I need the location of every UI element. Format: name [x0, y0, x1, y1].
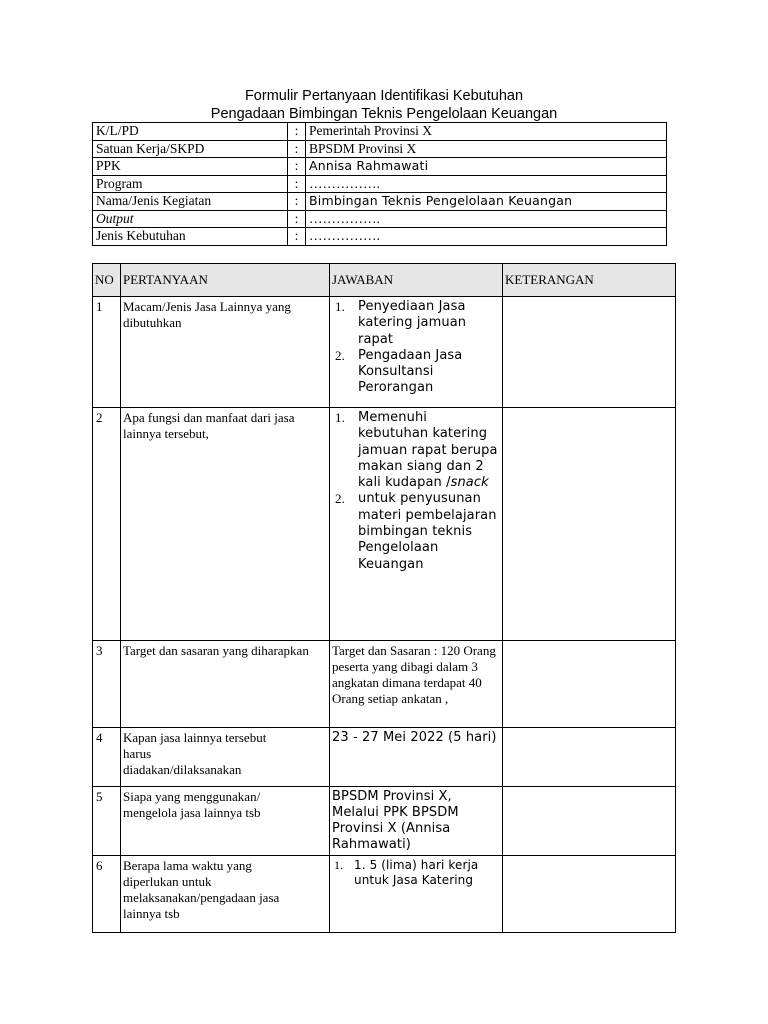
row-question: Macam/Jenis Jasa Lainnya yang dibutuhkan — [121, 297, 330, 408]
answer-list — [332, 410, 500, 573]
answer-text: Pengadaan Jasa Konsultansi Perorangan — [358, 347, 463, 396]
answer-item — [332, 348, 500, 397]
form-subtitle: Pengadaan Bimbingan Teknis Pengelolaan Keuangan — [210, 106, 558, 122]
question-line: harus — [123, 746, 152, 761]
answer-list — [332, 858, 500, 888]
answer-text: Penyediaan Jasa katering jamuan rapat — [358, 299, 467, 347]
question-line: Kapan jasa lainnya tersebut — [123, 730, 267, 745]
row-number: 1 — [93, 297, 121, 408]
info-label: Satuan Kerja/SKPD — [93, 140, 288, 158]
info-value: Pemerintah Provinsi X — [306, 123, 667, 141]
info-colon: : — [288, 193, 306, 211]
row-answer: Target dan Sasaran : 120 Orang peserta yang dibagi dalam 3 angkatan dimana terdapat 40 Orang setiap ankatan , — [330, 641, 503, 728]
info-colon: : — [288, 175, 306, 193]
table-header-row — [93, 264, 676, 297]
form-title: Formulir Pertanyaan Identifikasi Kebutuhan — [244, 88, 524, 104]
info-colon: : — [288, 158, 306, 176]
info-colon: : — [288, 123, 306, 141]
question-line: diadakan/dilaksanakan — [123, 762, 242, 777]
row-answer — [330, 297, 503, 408]
row-number: 2 — [93, 408, 121, 641]
table-row — [93, 408, 676, 641]
info-colon: : — [288, 210, 306, 228]
header-no: NO — [93, 264, 121, 297]
answer-number: 1. — [334, 858, 344, 872]
table-row — [93, 856, 676, 933]
answer-item — [332, 299, 500, 348]
info-value: ……………. — [306, 210, 667, 228]
info-label-italic: Output — [96, 210, 134, 226]
row-number: 6 — [93, 856, 121, 933]
info-row-output — [93, 210, 667, 228]
table-row — [93, 297, 676, 408]
info-row-klpd — [93, 123, 667, 141]
info-label: Program — [93, 175, 288, 193]
row-keterangan — [503, 408, 676, 641]
row-keterangan — [503, 641, 676, 728]
row-answer: BPSDM Provinsi X, Melalui PPK BPSDM Provinsi X (Annisa Rahmawati) — [330, 787, 503, 856]
info-label — [93, 210, 288, 228]
info-label: PPK — [93, 158, 288, 176]
row-question — [121, 728, 330, 787]
row-question — [121, 856, 330, 933]
info-row-jenis-kebutuhan — [93, 228, 667, 246]
row-number: 5 — [93, 787, 121, 856]
row-answer: 23 - 27 Mei 2022 (5 hari) — [330, 728, 503, 787]
table-row — [93, 641, 676, 728]
info-colon: : — [288, 140, 306, 158]
answer-italic-text: snack — [450, 475, 489, 491]
row-keterangan — [503, 787, 676, 856]
answer-item — [332, 410, 500, 491]
row-answer — [330, 856, 503, 933]
info-label: K/L/PD — [93, 123, 288, 141]
header-jawaban: JAWABAN — [330, 264, 503, 297]
info-row-satuan-kerja — [93, 140, 667, 158]
answer-item — [332, 491, 500, 572]
info-table — [92, 122, 667, 246]
row-keterangan — [503, 728, 676, 787]
answer-number: 1. — [335, 410, 345, 425]
row-question — [121, 787, 330, 856]
row-answer — [330, 408, 503, 641]
question-line: melaksanakan/pengadaan jasa — [123, 890, 280, 905]
answer-text: Memenuhi kebutuhan katering jamuan rapat berupa makan siang dan 2 kali kudapan / — [358, 410, 498, 491]
answer-item — [332, 858, 500, 888]
header-keterangan: KETERANGAN — [503, 264, 676, 297]
question-line: Siapa yang menggunakan/ — [123, 789, 261, 804]
row-number: 3 — [93, 641, 121, 728]
info-row-ppk — [93, 158, 667, 176]
question-line: Berapa lama waktu yang — [123, 858, 252, 873]
answer-text: untuk penyusunan materi pembelajaran bimbingan teknis Pengelolaan Keuangan — [358, 491, 497, 572]
answer-number: 2. — [335, 347, 345, 363]
question-table — [92, 263, 676, 933]
info-value: ……………. — [306, 175, 667, 193]
info-row-kegiatan — [93, 193, 667, 211]
info-colon: : — [288, 228, 306, 246]
info-value: ……………. — [306, 228, 667, 246]
row-question: Apa fungsi dan manfaat dari jasa lainnya tersebut, — [121, 408, 330, 641]
question-line: lainnya tsb — [123, 906, 180, 921]
info-label: Nama/Jenis Kegiatan — [93, 193, 288, 211]
table-row — [93, 728, 676, 787]
info-value: Bimbingan Teknis Pengelolaan Keuangan — [306, 193, 667, 211]
row-question: Target dan sasaran yang diharapkan — [121, 641, 330, 728]
header-pertanyaan: PERTANYAAN — [121, 264, 330, 297]
answer-list — [332, 299, 500, 397]
question-line: mengelola jasa lainnya tsb — [123, 805, 261, 820]
answer-number: 2. — [335, 491, 345, 507]
row-keterangan — [503, 297, 676, 408]
answer-number: 1. — [335, 299, 345, 314]
info-value: BPSDM Provinsi X — [306, 140, 667, 158]
info-label: Jenis Kebutuhan — [93, 228, 288, 246]
row-number: 4 — [93, 728, 121, 787]
answer-text: 1. 5 (lima) hari kerja untuk Jasa Katering — [354, 858, 479, 887]
row-keterangan — [503, 856, 676, 933]
question-line: diperlukan untuk — [123, 874, 212, 889]
table-row — [93, 787, 676, 856]
info-row-program — [93, 175, 667, 193]
info-value: Annisa Rahmawati — [306, 158, 667, 176]
